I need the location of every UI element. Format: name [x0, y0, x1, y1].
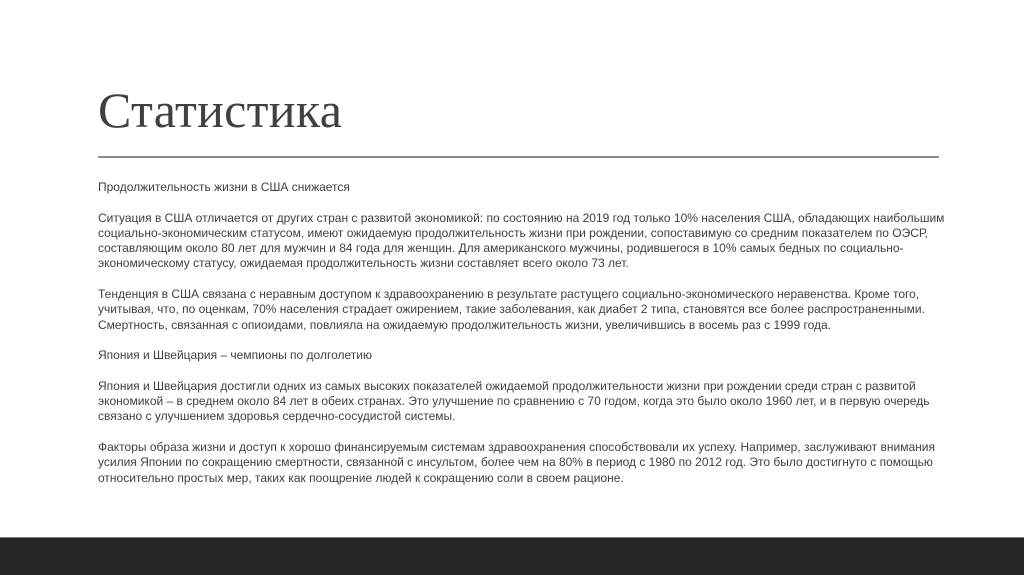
title-divider — [98, 156, 939, 158]
paragraph-usa-situation: Ситуация в США отличается от других стран с развитой экономикой: по состоянию на 2019 год только 10% населения США, обладающих наибольшим социально-экономическим статусом, имеют ожидаемую продолжительность жизни при рождении, сопоставимую со средним показателем по ОЭСР, составляющим около 80 лет для мужчин и 84 года для женщин. Для американского мужчины, родившегося в 10% самых бедных по социально-экономическому статусу, ожидаемая продолжительность жизни составляет всего около 73 лет. — [98, 210, 945, 271]
footer-bar — [0, 537, 1024, 575]
slide-title: Статистика — [98, 82, 343, 138]
heading-japan-switzerland: Япония и Швейцария – чемпионы по долголетию — [98, 348, 372, 363]
paragraph-lifestyle-factors: Факторы образа жизни и доступ к хорошо финансируемым системам здравоохранения способствовали их успеху. Например, заслуживают внимания усилия Японии по сокращению смертности, связанной с инсультом, более чем на 80% в период с 1980 по 2012 год. Это было достигнуто с помощью относительно простых мер, таких как поощрение людей к сокращению соли в своем рационе. — [98, 440, 935, 485]
paragraph-japan-switzerland: Япония и Швейцария достигли одних из самых высоких показателей ожидаемой продолжительности жизни при рождении среди стран с развитой экономикой – в среднем около 84 лет в обеих странах. Это улучшение по сравнению с 70 годом, когда это было около 1960 лет, и в первую очередь связано с улучшением здоровья сердечно-сосудистой системы. — [98, 378, 930, 424]
slide-body — [98, 180, 948, 501]
heading-usa: Продолжительность жизни в США снижается — [98, 180, 350, 194]
paragraph-usa-trend: Тенденция в США связана с неравным доступом к здравоохранению в результате растущего социально-экономического неравенства. Кроме того, учитывая, что, по оценкам, 70% населения страдает ожирением, такие заболевания, как диабет 2 типа, становятся все более распространенными. Смертность, связанная с опиоидами, повлияла на ожидаемую продолжительность жизни, увеличившись в восемь раз с 1999 года. — [98, 287, 925, 332]
